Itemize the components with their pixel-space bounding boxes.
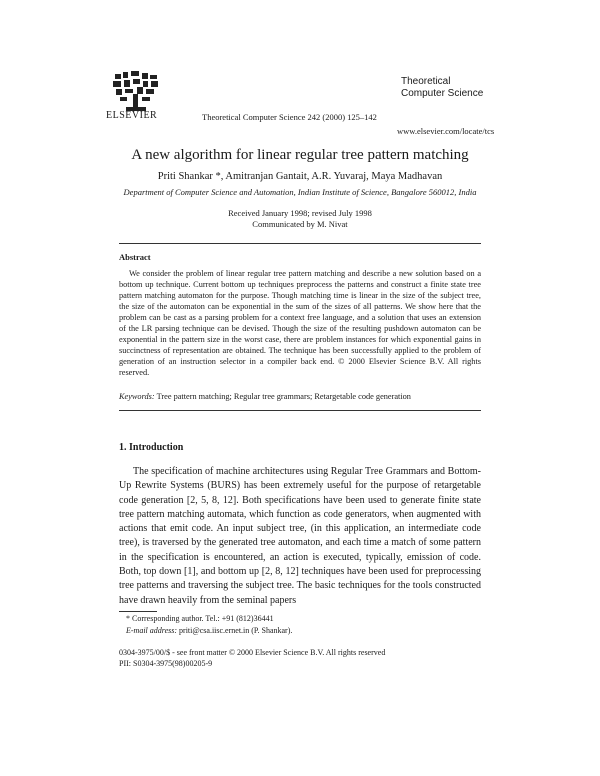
journal-logo-line2: Computer Science <box>401 88 484 99</box>
abstract-bottom-rule <box>119 410 481 411</box>
journal-logo-line1: Theoretical <box>401 76 451 87</box>
email-address[interactable]: priti@csa.iisc.ernet.in (P. Shankar). <box>179 626 293 635</box>
journal-reference: Theoretical Computer Science 242 (2000) 125–142 <box>202 112 377 122</box>
abstract-text: We consider the problem of linear regular tree pattern matching and describe a new solution based on a bottom up technique. Current bottom up techniques preprocess the patterns and construct a finite state tree pattern matching automaton for the purpose. Though matching time is linear in the size of the subject tree, the size of the automaton can be exponential in the sum of the sizes of all patterns. We show here that the problem can be cast as a parsing problem for a context free language, and a solution that uses an extension of the LR parsing technique can be devised. Though the size of the resulting pushdown automaton can be exponential in the pattern size in the worst case, there are problem instances for which exponential gains in succinctness of representation are obtained. The technique has been successfully applied to the problem of generation of an instruction selector in a compiler back end. © 2000 Elsevier Science B.V. All rights reserved. <box>119 269 481 377</box>
abstract-top-rule <box>119 243 481 244</box>
publisher-name: ELSEVIER <box>106 110 158 121</box>
keywords-text: Tree pattern matching; Regular tree grammars; Retargetable code generation <box>156 392 411 401</box>
footnote-email <box>126 626 292 635</box>
imprint-pii: PII: S0304-3975(98)00205-9 <box>119 659 213 668</box>
communicated-by: Communicated by M. Nivat <box>252 219 348 229</box>
section-heading: 1. Introduction <box>119 442 184 453</box>
received-dates: Received January 1998; revised July 1998 <box>228 208 372 218</box>
journal-logo <box>401 76 483 100</box>
keywords <box>119 392 411 401</box>
keywords-label: Keywords: <box>119 392 155 401</box>
paper-authors: Priti Shankar *, Amitranjan Gantait, A.R. Yuvaraj, Maya Madhavan <box>157 171 443 182</box>
paper-title: A new algorithm for linear regular tree pattern matching <box>131 147 469 163</box>
imprint-copyright: 0304-3975/00/$ - see front matter © 2000 Elsevier Science B.V. All rights reserved <box>119 648 386 657</box>
footnote-corresponding-author: * Corresponding author. Tel.: +91 (812)36441 <box>126 614 274 623</box>
journal-url[interactable]: www.elsevier.com/locate/tcs <box>397 126 495 136</box>
paper-affiliation: Department of Computer Science and Automation, Indian Institute of Science, Bangalore 560012, India <box>123 187 477 197</box>
email-label: E-mail address: <box>126 626 178 635</box>
abstract-heading: Abstract <box>119 252 151 262</box>
section-body-text: The specification of machine architectures using Regular Tree Grammars and Bottom-Up Rewrite Systems (BURS) has been extremely useful for the purpose of retargetable code generation [2, 5, 8, 12]. Both specifications have been used to generate finite state tree pattern matching automata, which function as code generators, when augmented with actions that emit code. An input subject tree, (in this application, an intermediate code tree), is traversed by the generated tree automaton, and each time a match of some pattern in the specification is encountered, an action is executed, typically, emission of code. Both, top down [1], and bottom up [2, 8, 12] techniques have been used for preprocessing tree patterns and traversing the subject tree. The basic techniques for the tools constructed have drawn heavily from the seminal papers <box>119 466 481 606</box>
footnote-rule <box>119 611 157 612</box>
